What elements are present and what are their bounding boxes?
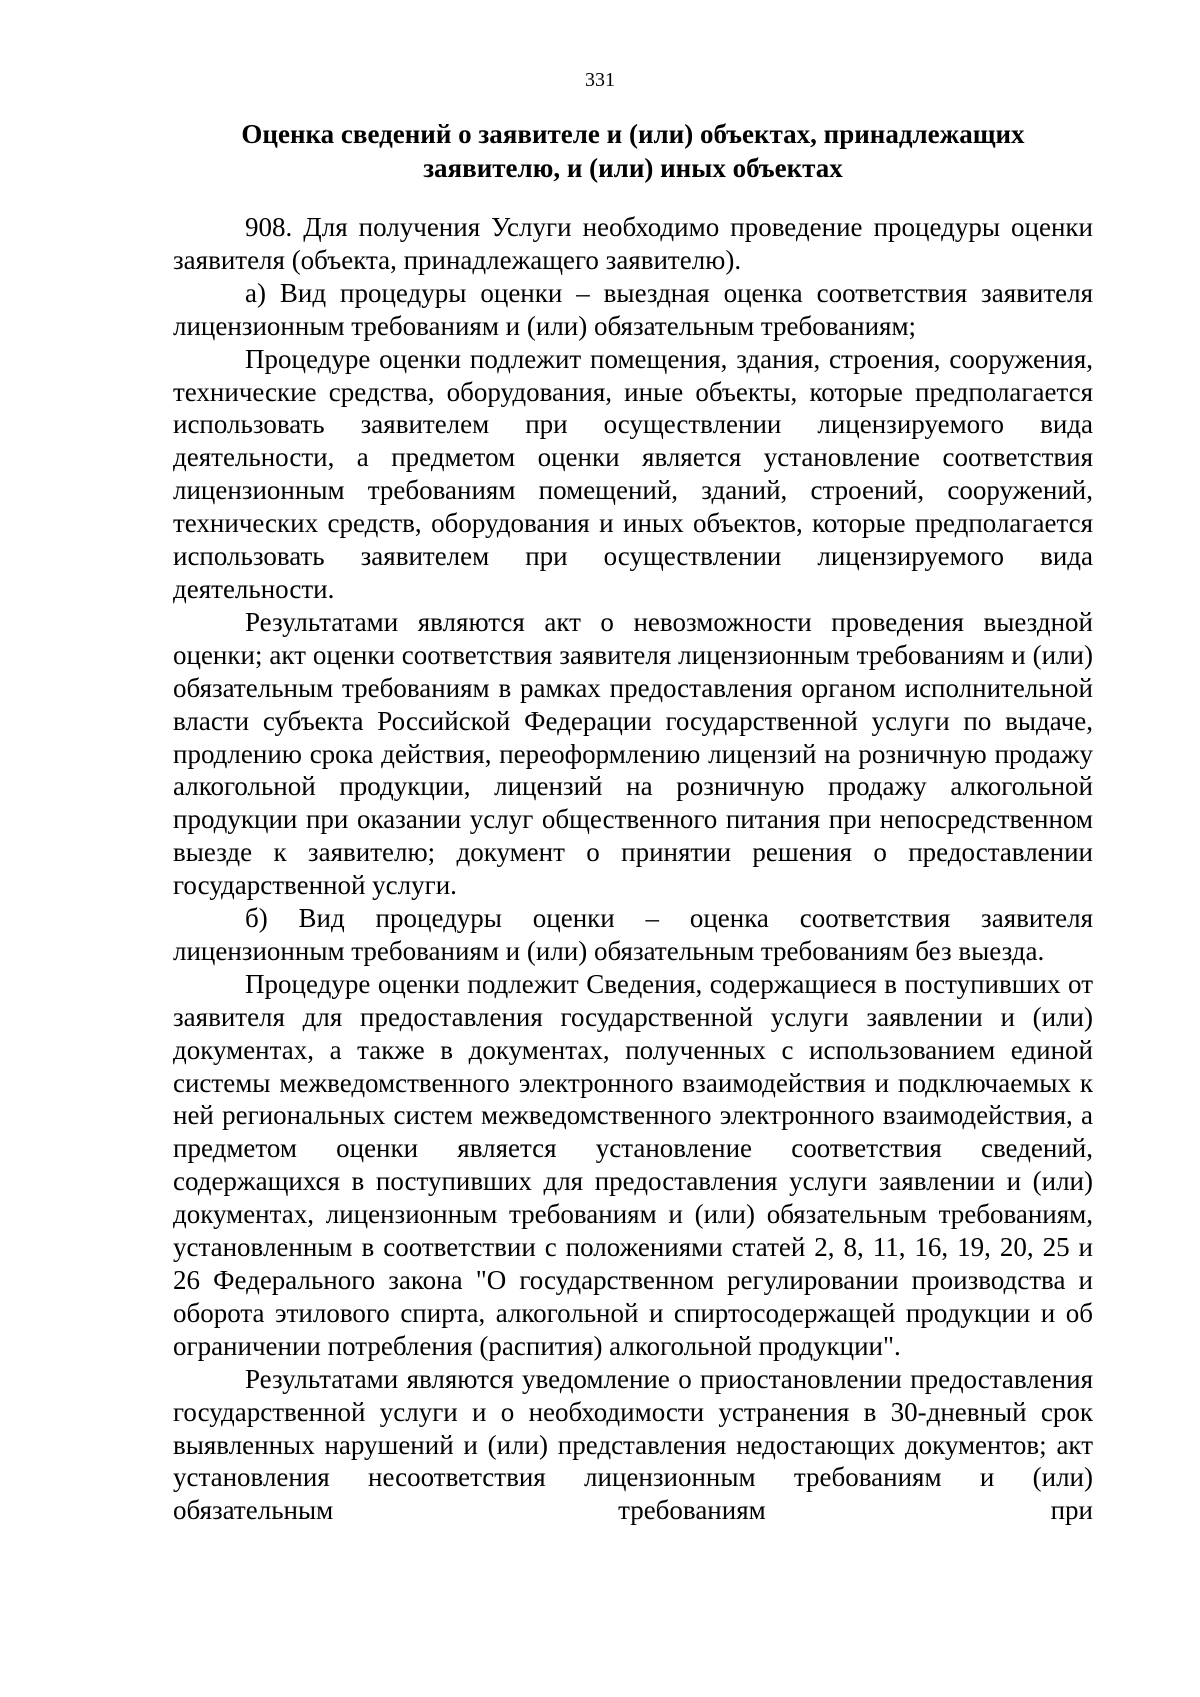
paragraph-item-a: а) Вид процедуры оценки – выездная оценка соответствия заявителя лицензионным требованиям и (или) обязательным требованиям; [173,277,1093,341]
paragraph-item-b: б) Вид процедуры оценки – оценка соответствия заявителя лицензионным требованиям и (или) обязательным требованиям без выезда. [173,903,1093,966]
paragraph-item-b-results: Результатами являются уведомление о приостановлении предоставления государственной услуги и о необходимости устранения в 30-дневный срок выявленных нарушений и (или) представления недостающих документов; акт установления несоответствия лицензионным требованиям и (или) обязательным требованиям при [173,1363,1093,1526]
section-heading: Оценка сведений о заявителе и (или) объектах, принадлежащих заявителю, и (или) иных объектах [241,119,1025,183]
paragraph-item-a-subject: Процедуре оценки подлежит помещения, здания, строения, сооружения, технические средства, оборудования, иные объекты, которые предполагается использовать заявителем при осуществлении лицензируемого вида деятельности, а предметом оценки является установление соответствия лицензионным требованиям помещений, зданий, строений, сооружений, технических средств, оборудования и иных объектов, которые предполагается использовать заявителем при осуществлении лицензируемого вида деятельности. [173,343,1093,604]
document-body [173,211,1093,1527]
paragraph-908-intro: 908. Для получения Услуги необходимо проведение процедуры оценки заявителя (объекта, принадлежащего заявителю). [173,212,1093,275]
page-number: 331 [585,69,615,91]
paragraph-item-a-results: Результатами являются акт о невозможности проведения выездной оценки; акт оценки соответствия заявителя лицензионным требованиям и (или) обязательным требованиям в рамках предоставления органом исполнительной власти субъекта Российской Федерации государственной услуги по выдаче, продлению срока действия, переоформлению лицензий на розничную продажу алкогольной продукции, лицензий на розничную продажу алкогольной продукции при оказании услуг общественного питания при непосредственном выезде к заявителю; документ о принятии решения о предоставлении государственной услуги. [173,606,1093,901]
paragraph-item-b-subject: Процедуре оценки подлежит Сведения, содержащиеся в поступивших от заявителя для предоставления государственной услуги заявлении и (или) документах, а также в документах, полученных с использованием единой системы межведомственного электронного взаимодействия и подключаемых к ней региональных систем межведомственного электронного взаимодействия, а предметом оценки является установление соответствия сведений, содержащихся в поступивших для предоставления услуги заявлении и (или) документах, лицензионным требованиям и (или) обязательным требованиям, установленным в соответствии с положениями статей 2, 8, 11, 16, 19, 20, 25 и 26 Федерального закона "О государственном регулировании производства и оборота этилового спирта, алкогольной и спиртосодержащей продукции и об ограничении потребления (распития) алкогольной продукции". [173,968,1093,1361]
